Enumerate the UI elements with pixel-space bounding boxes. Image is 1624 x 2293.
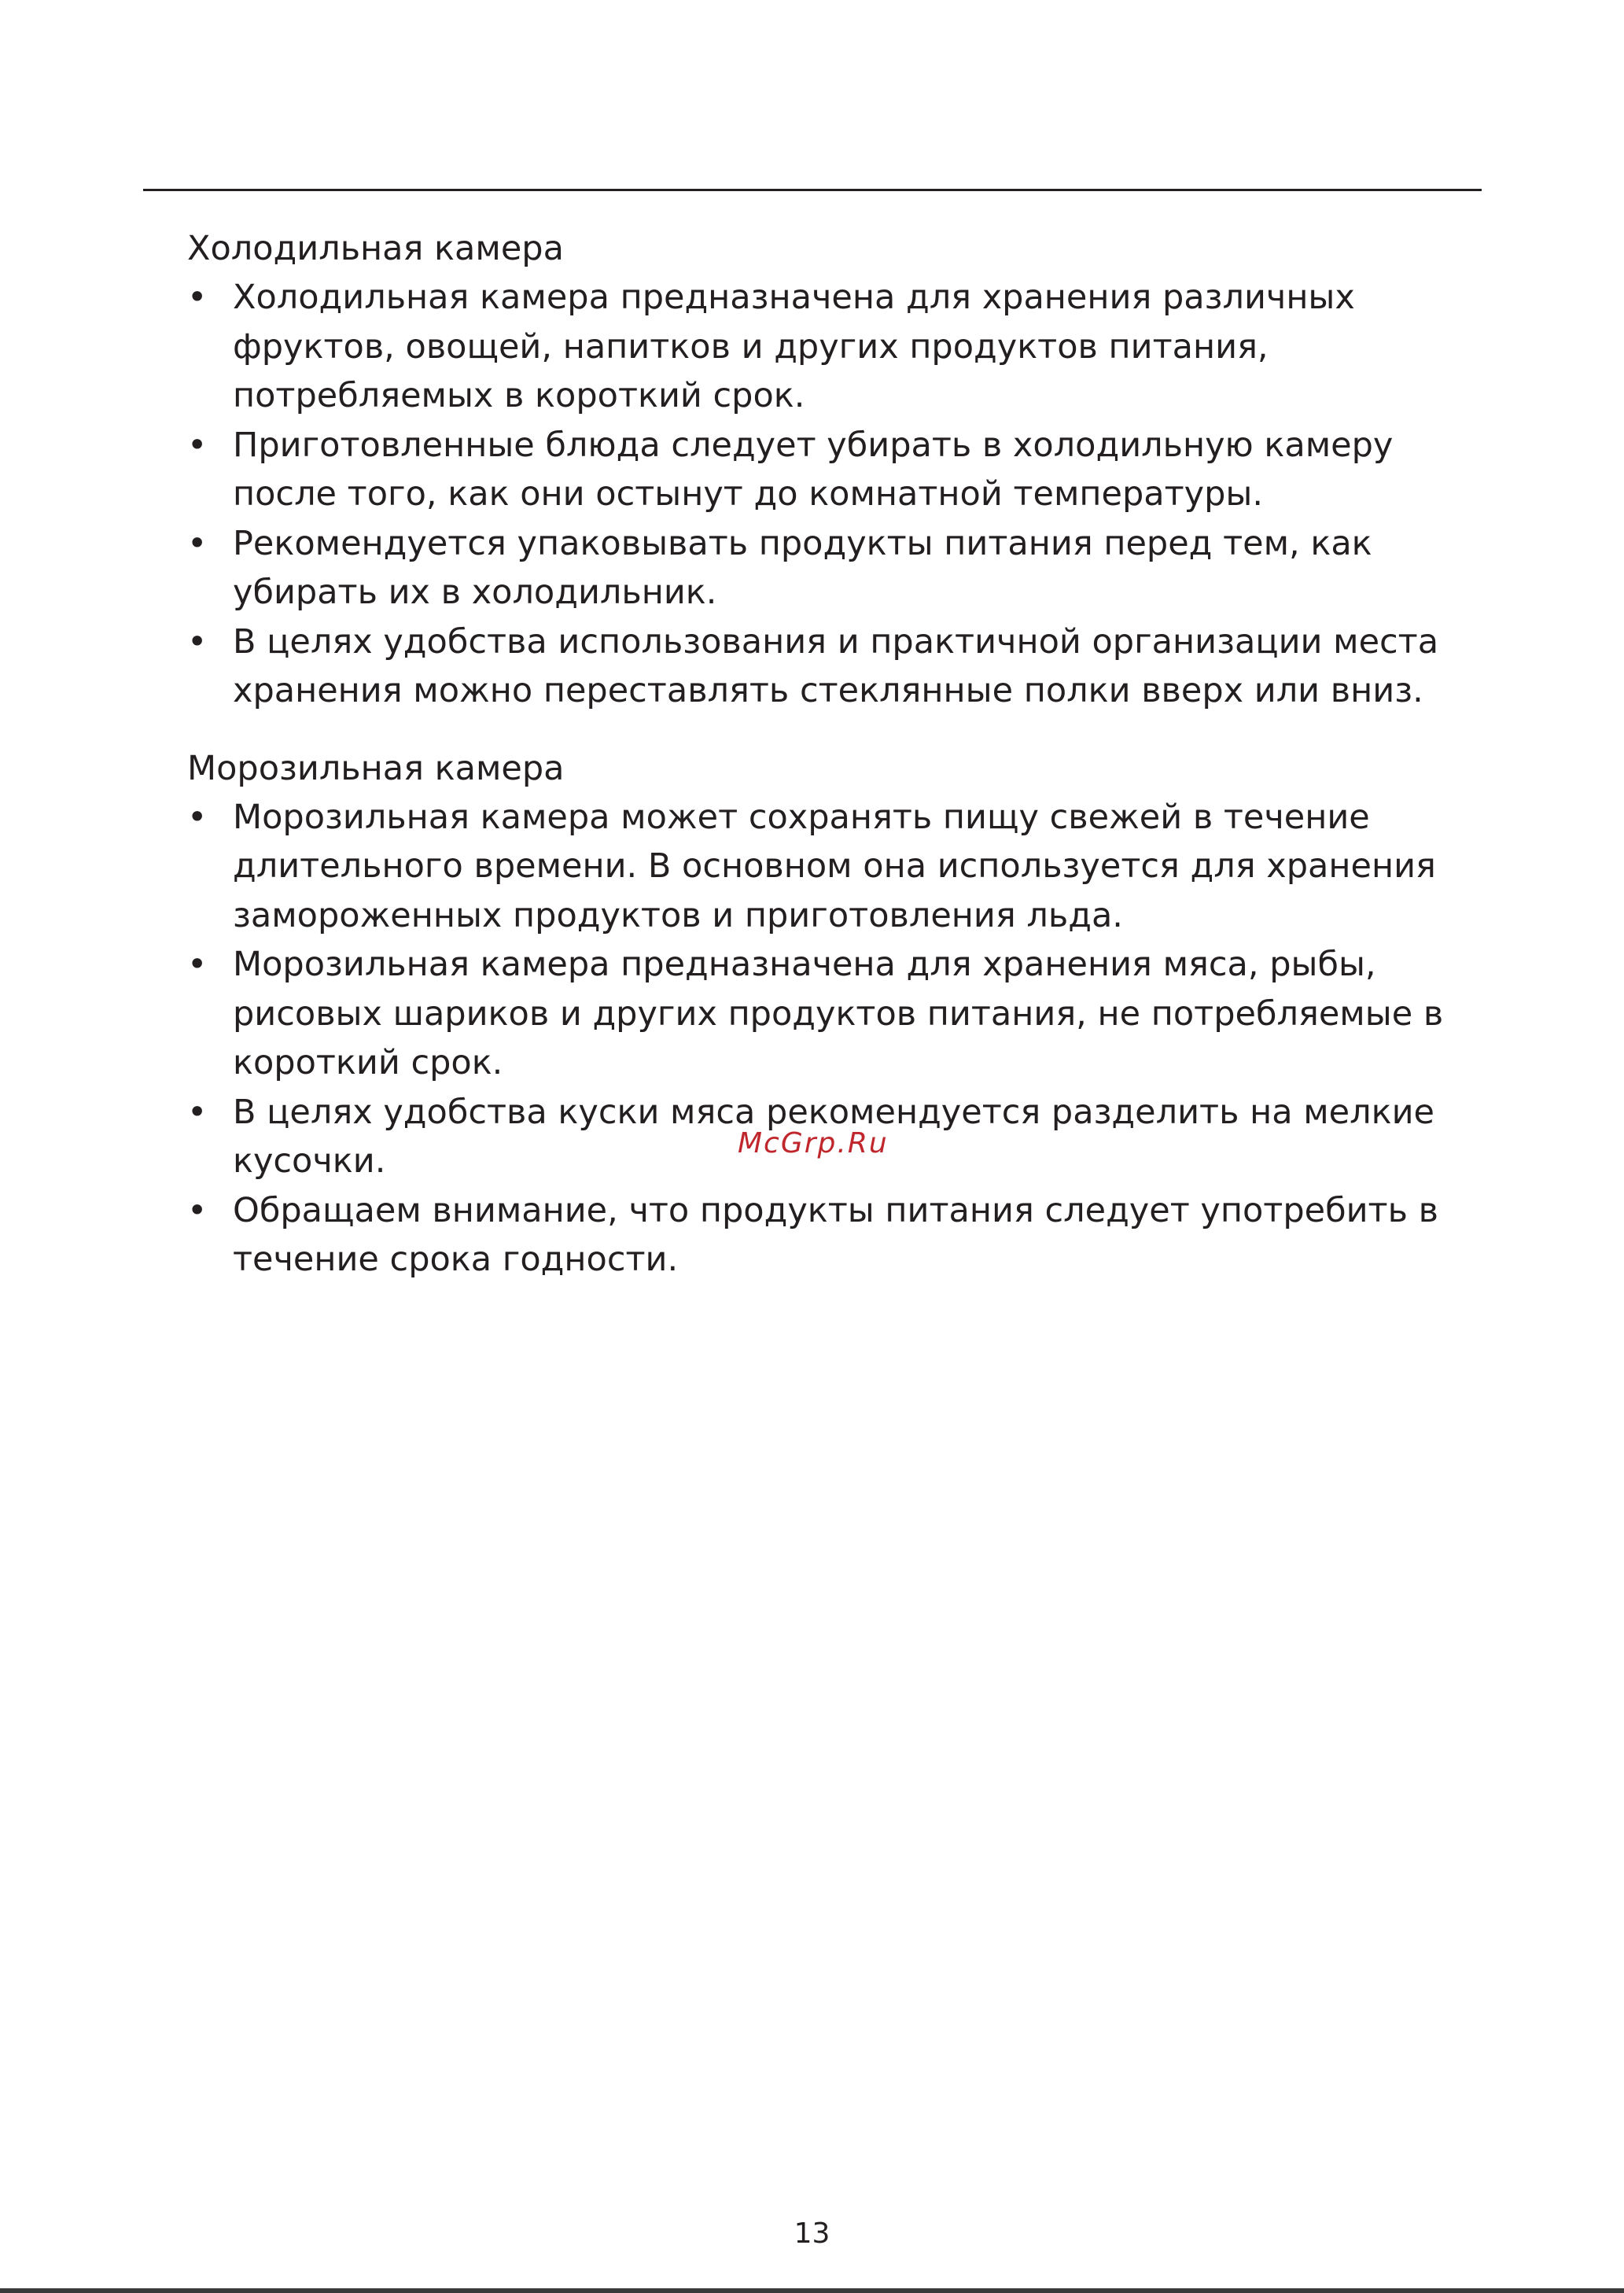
page-number: 13 — [794, 2217, 830, 2250]
section-freezer — [187, 744, 1477, 1285]
text-line: • В целях удобства использования и практичной организации места — [233, 621, 1439, 662]
text-line: рисовых шариков и других продуктов питания, не потребляемые в — [233, 994, 1444, 1034]
text-line: • Морозильная камера может сохранять пищу свежей в течение — [233, 797, 1370, 837]
list-item — [187, 1186, 1477, 1285]
bullet-list — [187, 793, 1477, 1285]
text-line: длительного времени. В основном она используется для хранения — [233, 846, 1436, 886]
text-line: замороженных продуктов и приготовления льда. — [233, 895, 1123, 935]
list-item — [187, 793, 1477, 941]
list-item — [187, 421, 1477, 519]
text-line: • Приготовленные блюда следует убирать в холодильную камеру — [233, 425, 1394, 465]
text-line: после того, как они остынут до комнатной температуры. — [233, 474, 1264, 514]
top-rule — [143, 189, 1482, 191]
text-line: кусочки. — [233, 1141, 386, 1181]
text-line: • В целях удобства куски мяса рекомендуется разделить на мелкие — [233, 1092, 1434, 1132]
text-line: убирать их в холодильник. — [233, 573, 717, 612]
text-line: • Рекомендуется упаковывать продукты питания перед тем, как — [233, 523, 1372, 563]
text-line: • Морозильная камера предназначена для хранения мяса, рыбы, — [233, 945, 1376, 984]
text-line: течение срока годности. — [233, 1240, 679, 1279]
section-heading: Морозильная камера — [187, 748, 565, 788]
document-body — [187, 224, 1477, 1285]
list-item — [187, 617, 1477, 716]
list-item — [187, 940, 1477, 1088]
text-line: потребляемых в короткий срок. — [233, 376, 805, 415]
text-line: • Обращаем внимание, что продукты питания следует употребить в — [233, 1190, 1438, 1230]
list-item — [187, 273, 1477, 421]
text-line: хранения можно переставлять стеклянные полки вверх или вниз. — [233, 671, 1423, 710]
section-heading: Холодильная камера — [187, 229, 564, 268]
text-line: короткий срок. — [233, 1043, 503, 1082]
text-line: фруктов, овощей, напитков и других продуктов питания, — [233, 326, 1269, 367]
bottom-edge — [0, 2288, 1624, 2293]
bullet-list — [187, 273, 1477, 716]
section-fridge — [187, 224, 1477, 716]
list-item — [187, 519, 1477, 617]
text-line: • Холодильная камера предназначена для хранения различных — [233, 278, 1355, 317]
watermark: McGrp.Ru — [738, 1127, 889, 1159]
